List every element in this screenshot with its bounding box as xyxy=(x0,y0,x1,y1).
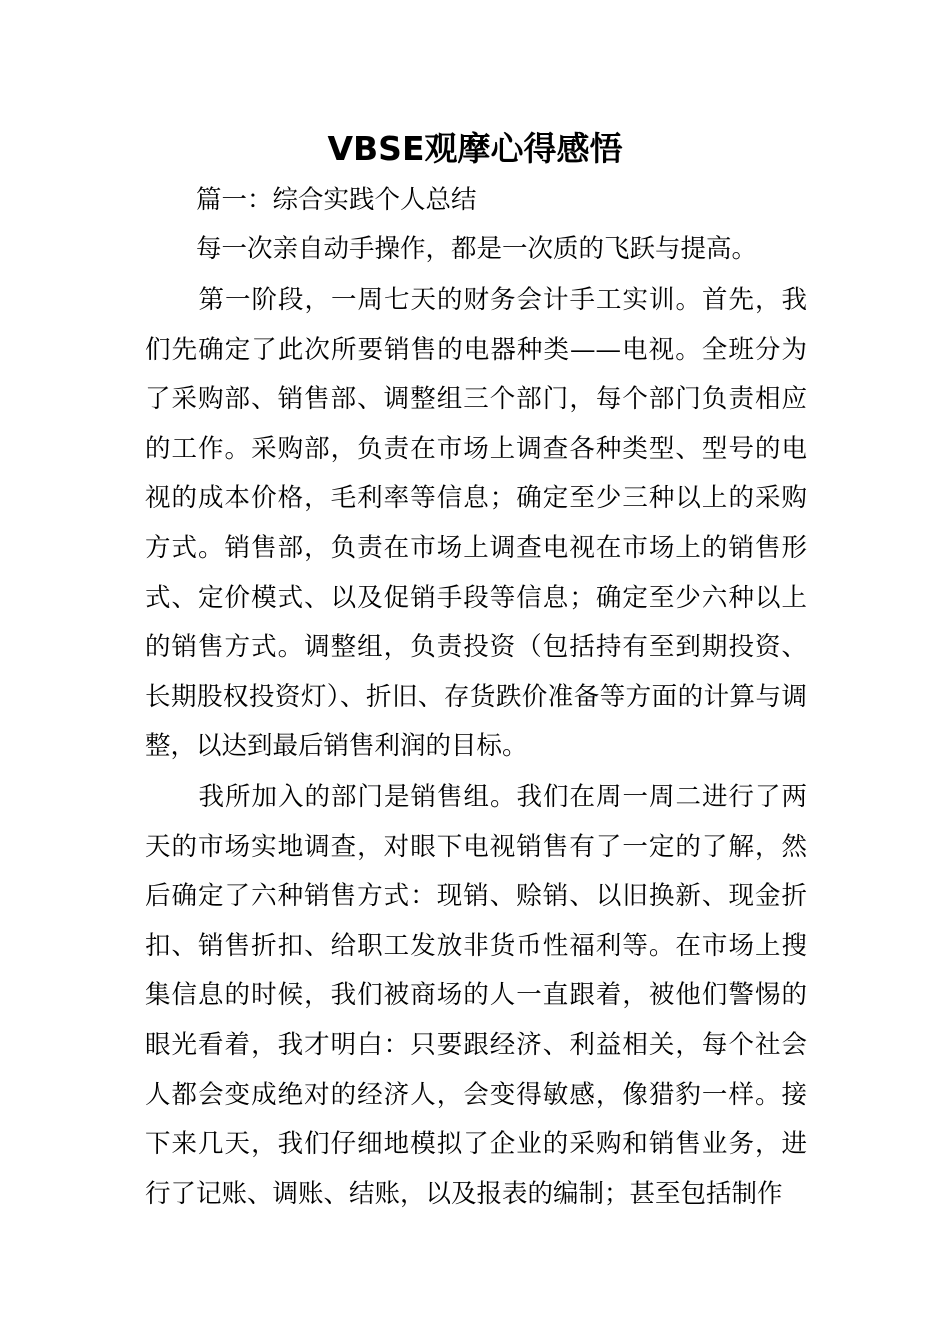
intro-line: 每一次亲自动手操作，都是一次质的飞跃与提高。 xyxy=(196,234,758,264)
section-heading: 篇一：综合实践个人总结 xyxy=(196,185,477,215)
paragraph-2: 我所加入的部门是销售组。我们在周一周二进行了两天的市场实地调查，对眼下电视销售有了一定的了解，然后确定了六种销售方式：现销、赊销、以旧换新、现金折扣、销售折扣、给职工发放非货币性福利等。在市场上搜集信息的时候，我们被商场的人一直跟着，被他们警惕的眼光看着，我才明白：只要跟经济、利益相关，每个社会人都会变成绝对的经济人，会变得敏感，像猎豹一样。接下来几天，我们仔细地模拟了企业的采购和销售业务，进行了记账、调账、结账，以及报表的编制；甚至包括制作 xyxy=(145,782,807,1209)
document-title: VBSE观摩心得感悟 xyxy=(327,129,623,168)
paragraph-1: 第一阶段，一周七天的财务会计手工实训。首先，我们先确定了此次所要销售的电器种类——电视。全班分为了采购部、销售部、调整组三个部门，每个部门负责相应的工作。采购部，负责在市场上调查各种类型、型号的电视的成本价格，毛利率等信息；确定至少三种以上的采购方式。销售部，负责在市场上调查电视在市场上的销售形式、定价模式、以及促销手段等信息；确定至少六种以上的销售方式。调整组，负责投资（包括持有至到期投资、长期股权投资灯）、折旧、存货跌价准备等方面的计算与调整，以达到最后销售利润的目标。 xyxy=(145,285,807,762)
